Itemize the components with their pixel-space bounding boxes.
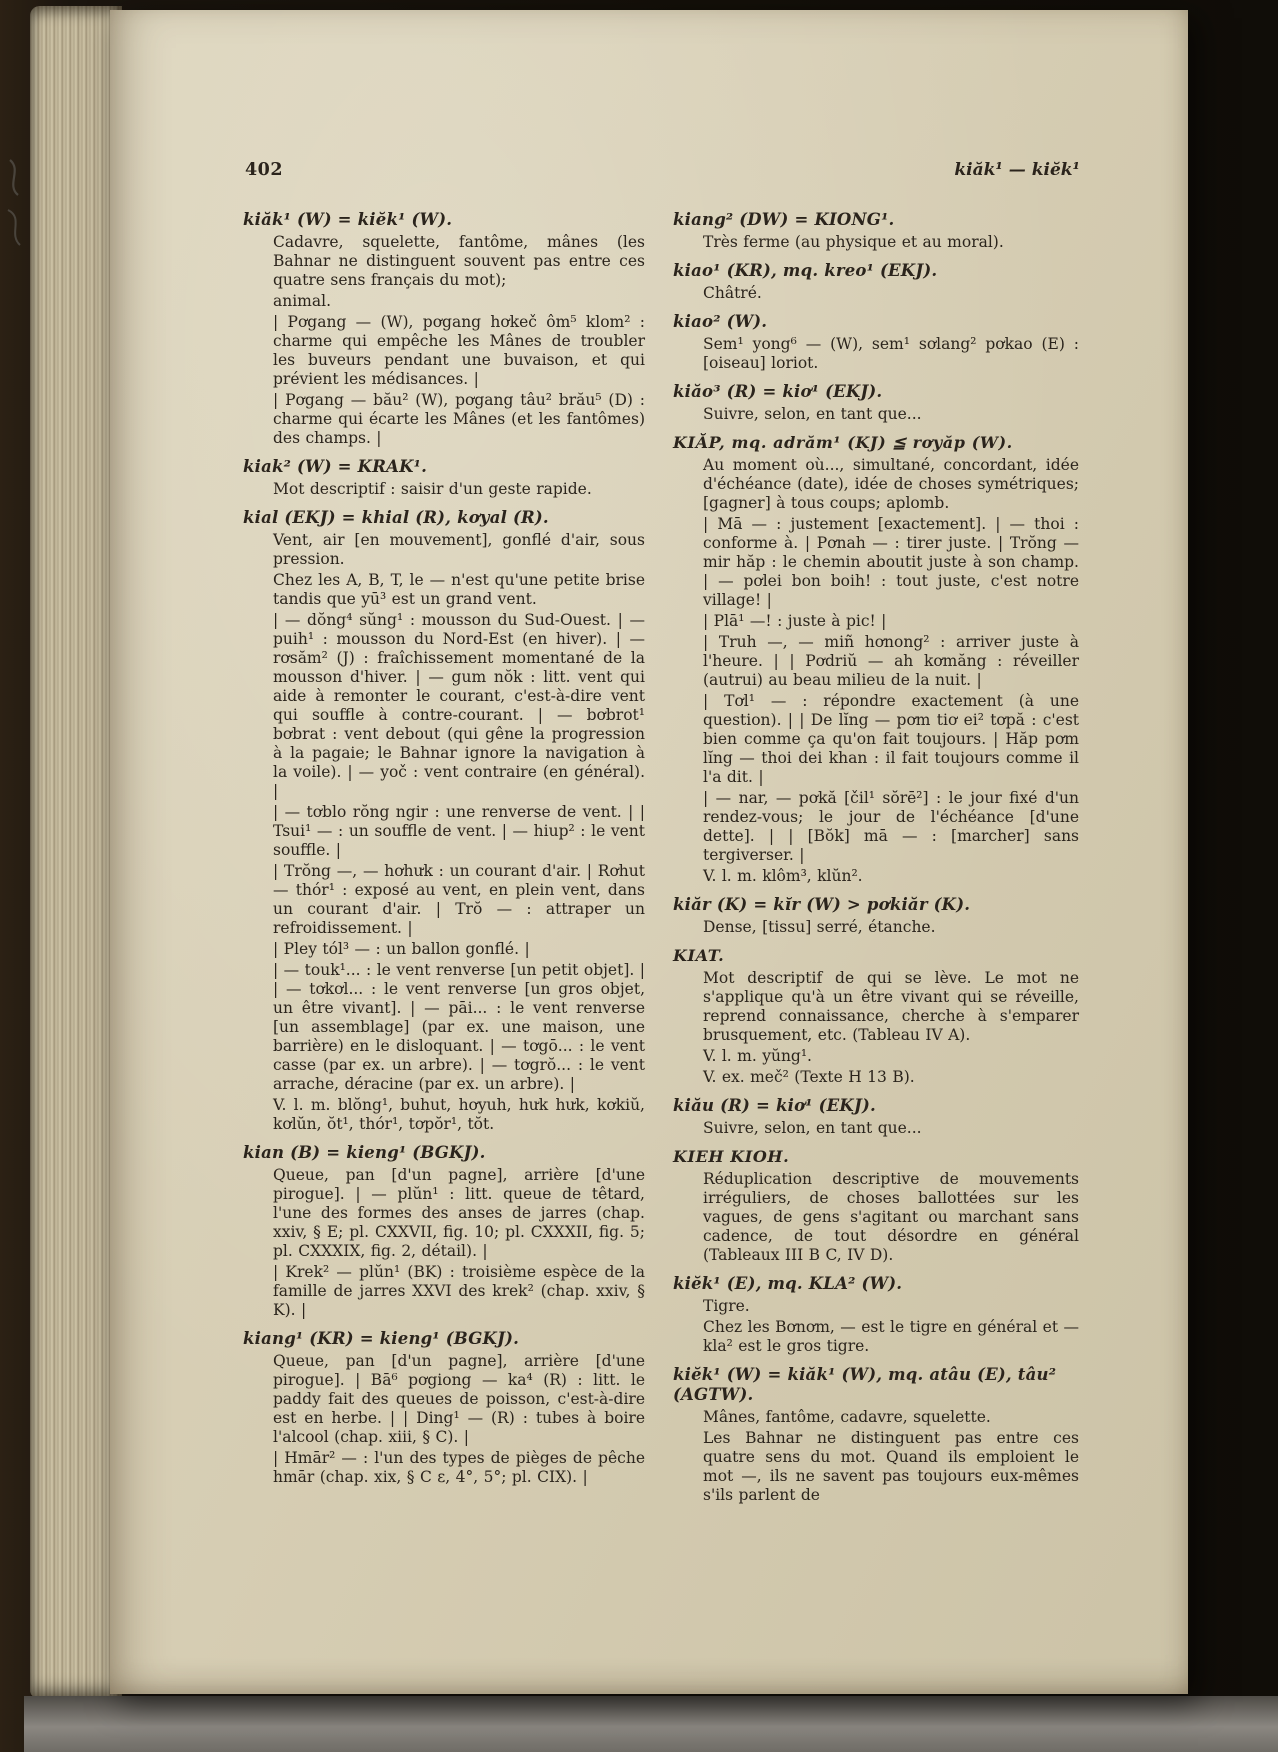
entry-paragraph: | Plā¹ —! : juste à pic! | [703,612,887,630]
running-head: kiăk¹ — kiĕk¹ [954,160,1080,180]
entry-paragraph: | Mā — : justement [exactement]. | — thoi : conforme à. | Pơnah — : tirer juste. | Trŏng — mir hăp : le chemin aboutit juste à son champ. | — pơlei bon boih! : tout juste, c'est notre village! | [703,515,1079,609]
entry-paragraph: | Hmār² — : l'un des types de pièges de pêche hmār (chap. xix, § C ε, 4°, 5°; pl. CIX). | [273,1449,645,1486]
entry-paragraph: Suivre, selon, en tant que... [703,405,922,423]
entry-paragraph: Très ferme (au physique et au moral). [703,233,1004,251]
entry-headword: kiĕk¹ (W) = kiăk¹ (W), mq. atâu (E), tâu² (AGTW). [673,1365,1057,1404]
book-page [110,10,1188,1694]
entry-paragraph: Tigre. [703,1297,750,1315]
entry-paragraph: | — touk¹... : le vent renverse [un petit objet]. | | — tơkơl... : le vent renverse [un gros objet, un être vivant]. | — pāi... : le vent renverse [un assemblage] (par ex. une maison, une barrière) en le disloquant. | — tơgō... : le vent casse (par ex. un arbre). | — tơgrŏ... : le vent arrache, déracine (par ex. un arbre). | [273,961,645,1093]
entry-paragraph: Vent, air [en mouvement], gonflé d'air, sous pression. [273,531,645,568]
entry-paragraph: Queue, pan [d'un pagne], arrière [d'une pirogue]. | Bā⁶ pơgiong — ka⁴ (R) : litt. le paddy fait des queues de poisson, c'est-à-dire est en herbe. | | Ding¹ — (R) : tubes à boire l'alcool (chap. xiii, § C). | [273,1352,645,1446]
entry-paragraph: Au moment où..., simultané, concordant, idée d'échéance (date), idée de choses symétriques; [gagner] à tous coups; aplomb. [703,456,1079,512]
dict-entry [243,457,645,499]
dict-entry [673,382,1079,424]
page-header [245,160,1080,180]
entry-headword: kiang² (DW) = KIONG¹. [673,210,895,229]
entry-paragraph: V. l. m. klôm³, klŭn². [703,867,863,885]
entry-headword: kian (B) = kieng¹ (BGKJ). [243,1143,486,1162]
entry-paragraph: | Trŏng —, — hơhưk : un courant d'air. | Rơhut — thór¹ : exposé au vent, en plein vent, dans un courant d'air. | Trŏ — : attraper un refroidissement. | [273,862,645,937]
entry-headword: kiăo³ (R) = kiơ¹ (EKJ). [673,382,883,401]
entry-headword: KIEH KIOH. [673,1147,790,1166]
entry-paragraph: V. ex. meč² (Texte H 13 B). [703,1068,915,1086]
entry-headword: kiĕk¹ (E), mq. KLA² (W). [673,1274,903,1293]
column-left [243,210,645,1514]
entry-paragraph: Suivre, selon, en tant que... [703,1119,922,1137]
entry-paragraph: | Pơgang — (W), pơgang hơkeč ôm⁵ klom² : charme qui empêche les Mânes de troubler les buveurs pendant une buvaison, et qui prévient les médisances. | [273,313,645,388]
dict-entry [243,1329,645,1487]
dict-entry [673,1274,1079,1356]
entry-headword: kiău (R) = kiơ¹ (EKJ). [673,1096,876,1115]
dict-entry [243,1143,645,1320]
entry-paragraph: Queue, pan [d'un pagne], arrière [d'une pirogue]. | — plŭn¹ : litt. queue de têtard, l'une des formes des anses de jarres (chap. xxiv, § E; pl. CXXVII, fig. 10; pl. CXXXII, fig. 5; pl. CXXXIX, fig. 2, détail). | [273,1166,645,1260]
entry-paragraph: | — tơblo rŏng ngir : une renverse de vent. | | Tsui¹ — : un souffle de vent. | — hiup² : le vent souffle. | [273,803,645,859]
entry-paragraph: Chez les A, B, T, le — n'est qu'une petite brise tandis que yū³ est un grand vent. [273,571,645,608]
dict-entry [673,1147,1079,1265]
dict-entry [673,312,1079,373]
entry-paragraph: | — nar, — pơkă [čil¹ sŏrē²] : le jour fixé d'un rendez-vous; le jour de l'échéance [d'une dette]. | | [Bŏk] mā — : [marcher] sans tergiverser. | [703,789,1079,864]
entry-headword: KIAT. [673,946,725,965]
entry-paragraph: Sem¹ yong⁶ — (W), sem¹ sơlang² pơkao (E) : [oiseau] loriot. [703,335,1079,372]
entry-headword: kial (EKJ) = khial (R), kơyal (R). [243,508,549,527]
entry-paragraph: Les Bahnar ne distinguent pas entre ces quatre sens du mot. Quand ils emploient le mot —, ils ne savent pas toujours eux-mêmes s'ils parlent de [703,1429,1079,1504]
column-right [673,210,1079,1514]
entry-paragraph: Mot descriptif : saisir d'un geste rapide. [273,480,592,498]
entry-headword: kiao¹ (KR), mq. kreo¹ (EKJ). [673,261,938,280]
entry-headword: kiao² (W). [673,312,768,331]
entry-paragraph: V. l. m. yŭng¹. [703,1047,812,1065]
dict-entry [673,946,1079,1087]
dict-entry [673,895,1079,937]
entry-paragraph: | Pơgang — bău² (W), pơgang tâu² brău⁵ (D) : charme qui écarte les Mânes (et les fantômes) des champs. | [273,391,645,447]
entry-headword: kiăr (K) = kĭr (W) > pơkiăr (K). [673,895,971,914]
desk-surface [24,1696,1278,1752]
page-edge-stack [30,6,122,1698]
entry-headword: kiăk¹ (W) = kiĕk¹ (W). [243,210,453,229]
dict-entry [673,1365,1079,1505]
entry-paragraph: Dense, [tissu] serré, étanche. [703,918,936,936]
entry-paragraph: | Tơl¹ — : répondre exactement (à une question). | | De lĭng — pơm tiơ ei² tơpă : c'est bien comme ça qu'on fait toujours. | Hăp pơm lĭng — thoi dei khan : il fait toujours comme il l'a dit. | [703,692,1079,786]
dict-entry [243,210,645,448]
dict-entry [673,1096,1079,1138]
dict-entry [673,433,1079,886]
entry-headword: kiak² (W) = KRAK¹. [243,457,428,476]
entry-paragraph: Cadavre, squelette, fantôme, mânes (les Bahnar ne distinguent souvent pas entre ces quatre sens français du mot); [273,233,645,289]
entry-paragraph: Châtré. [703,284,762,302]
entry-paragraph: Réduplication descriptive de mouvements irréguliers, de choses ballottées sur les vagues, de gens s'agitant ou marchant sans cadence, de tout désordre en général (Tableaux III B C, IV D). [703,1170,1079,1264]
entry-paragraph: | Krek² — plŭn¹ (BK) : troisième espèce de la famille de jarres XXVI des krek² (chap. xxiv, § K). | [273,1263,645,1319]
entry-headword: kiang¹ (KR) = kieng¹ (BGKJ). [243,1329,520,1348]
entry-paragraph: animal. [273,292,332,310]
entry-paragraph: V. l. m. blŏng¹, buhut, hơyuh, hưk hưk, kơkiŭ, kơlŭn, ŏt¹, thór¹, tơpŏr¹, tŏt. [273,1096,645,1133]
dict-entry [673,261,1079,303]
entry-paragraph: | — dŏng⁴ sŭng¹ : mousson du Sud-Ouest. | — puih¹ : mousson du Nord-Est (en hiver). | — rơsăm² (J) : fraîchissement momentané de la mousson d'hiver. | — gum nŏk : litt. vent qui aide à remonter le courant, c'est-à-dire vent qui souffle à contre-courant. | — bơbrot¹ bơbrat : vent debout (qui gêne la progression à la pagaie; le Bahnar ignore la navigation à la voile). | — yoč : vent contraire (en général). | [273,611,645,800]
entry-paragraph: | Truh —, — miñ hơnong² : arriver juste à l'heure. | | Pơdriŭ — ah kơmăng : réveiller (autrui) au beau milieu de la nuit. | [703,633,1079,689]
dict-entry [243,508,645,1134]
entry-paragraph: Chez les Bơnơm, — est le tigre en général et — kla² est le gros tigre. [703,1318,1079,1355]
dictionary-columns [243,210,1079,1514]
entry-paragraph: Mot descriptif de qui se lève. Le mot ne s'applique qu'à un être vivant qui se réveille, reprend connaissance, cherche à s'emparer brusquement, etc. (Tableau IV A). [703,969,1079,1044]
entry-paragraph: | Pley tól³ — : un ballon gonflé. | [273,940,530,958]
entry-paragraph: Mânes, fantôme, cadavre, squelette. [703,1408,991,1426]
entry-headword: KIĂP, mq. adrăm¹ (KJ) ≦ rơyăp (W). [673,433,1013,452]
dict-entry [673,210,1079,252]
page-number: 402 [245,160,284,180]
